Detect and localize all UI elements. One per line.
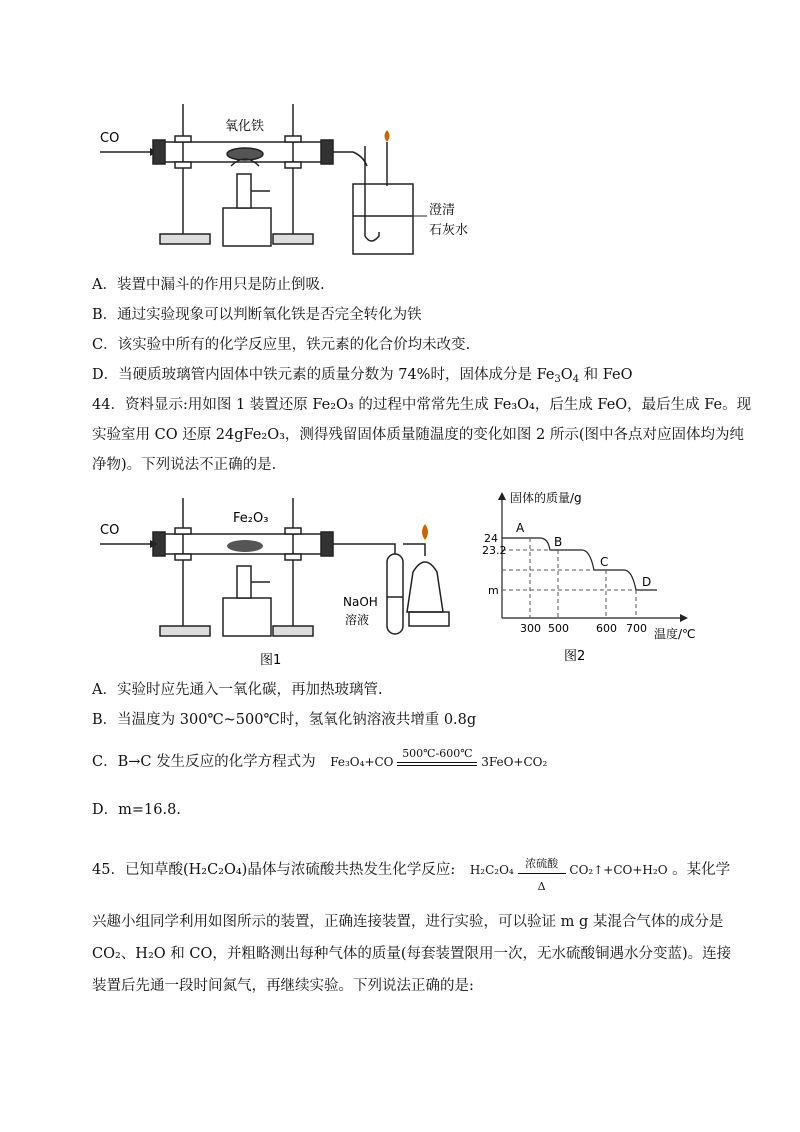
eq-left: Fe₃O₄+CO (330, 755, 394, 769)
q44-option-c-text: C．B→C 发生反应的化学方程式为 (92, 754, 316, 770)
q43-option-b: B．通过实验现象可以判断氧化铁是否完全转化为铁 (92, 307, 422, 323)
q45-stem-line-1 (92, 857, 731, 893)
q45-stem-text: 45．已知草酸(H₂C₂O₄)晶体与浓硫酸共热发生化学反应: (92, 862, 456, 878)
xtick-600: 600 (596, 622, 617, 635)
ytick-m: m (488, 584, 499, 597)
xtick-500: 500 (548, 622, 569, 635)
fig2-xlabel: 温度/℃ (654, 627, 696, 641)
q45-eq-right: CO₂↑+CO+H₂O (569, 863, 668, 877)
ytick-24: 24 (484, 532, 498, 545)
q43-option-d-mid: O (560, 367, 573, 383)
flame-icon-2 (422, 524, 428, 540)
q44-stem-line-2: 实验室用 CO 还原 24gFe₂O₃，测得残留固体质量随温度的变化如图 2 所示(图中各点对应固体均为纯 (92, 427, 745, 443)
ytick-23-2: 23.2 (482, 544, 507, 557)
point-d-label: D (642, 575, 652, 589)
q43-apparatus-figure (95, 96, 505, 266)
point-c-label: C (600, 555, 609, 569)
fig2-caption: 图2 (564, 649, 586, 664)
eq-arrow (397, 747, 477, 766)
point-a-label: A (516, 521, 525, 535)
q44-figure-2-chart (482, 490, 714, 670)
eq-right: 3FeO+CO₂ (481, 755, 548, 769)
limewater-label-2: 石灰水 (429, 223, 469, 238)
flame-icon (385, 130, 390, 142)
q43-option-d-post: 和 FeO (579, 367, 633, 383)
point-b-label: B (554, 535, 563, 549)
q44-stem-line-3: 净物)。下列说法不正确的是. (92, 457, 277, 473)
q43-option-d-sub2: 4 (572, 374, 580, 385)
q43-option-d-sub: 3 (554, 374, 561, 385)
q44-stem-line-1: 44．资料显示:用如图 1 装置还原 Fe₂O₃ 的过程中常常先生成 Fe₃O₄，后生成 FeO，最后生成 Fe。现 (92, 397, 752, 413)
q43-option-c: C．该实验中所有的化学反应里，铁元素的化合价均未改变. (92, 337, 471, 353)
xtick-700: 700 (626, 622, 647, 635)
q45-eq-heat: Δ (537, 880, 546, 893)
q45-eq-arrow (518, 857, 566, 893)
q44-figure-1 (95, 492, 480, 672)
mass-curve (502, 538, 657, 590)
fig1-naoh-label: NaOH (343, 595, 378, 609)
q45-stem-line-3: CO₂、H₂O 和 CO，并粗略测出每种气体的质量(每套装置限用一次，无水硫酸铜遇水分变蓝)。连接 (92, 946, 732, 962)
eq-condition: 500℃-600℃ (402, 747, 473, 760)
iron-oxide-label: 氧化铁 (225, 119, 265, 134)
q43-option-d-pre: D．当硬质玻璃管内固体中铁元素的质量分数为 74%时，固体成分是 Fe (92, 367, 555, 383)
q43-option-a: A．装置中漏斗的作用只是防止倒吸. (92, 277, 325, 293)
q45-eq-condition: 浓硫酸 (525, 857, 559, 870)
q45-eq-left: H₂C₂O₄ (469, 863, 514, 877)
q44-option-c (92, 747, 548, 772)
fig1-solution-label: 溶液 (345, 613, 370, 627)
q44-option-b: B．当温度为 300℃~500℃时，氢氧化钠溶液共增重 0.8g (92, 712, 477, 728)
q45-stem-end: 。某化学 (672, 862, 731, 878)
co-label: CO (100, 131, 120, 146)
q44-option-a: A．实验时应先通入一氧化碳，再加热玻璃管. (92, 682, 383, 698)
fig2-ylabel: 固体的质量/g (510, 491, 582, 505)
q43-option-d (92, 365, 633, 390)
q45-equation (469, 857, 668, 893)
fig1-caption: 图1 (260, 653, 282, 668)
q45-stem-line-4: 装置后先通一段时间氮气，再继续实验。下列说法正确的是: (92, 978, 474, 994)
fig1-co-label: CO (100, 523, 120, 538)
q44-option-c-equation (330, 747, 548, 772)
xtick-300: 300 (520, 622, 541, 635)
q44-option-d: D．m=16.8. (92, 802, 181, 818)
limewater-label-1: 澄清 (429, 203, 456, 218)
fig1-fe2o3-label: Fe₂O₃ (233, 511, 269, 526)
q45-stem-line-2: 兴趣小组同学利用如图所示的装置，正确连接装置，进行实验，可以验证 m g 某混合气体的成分是 (92, 914, 724, 930)
